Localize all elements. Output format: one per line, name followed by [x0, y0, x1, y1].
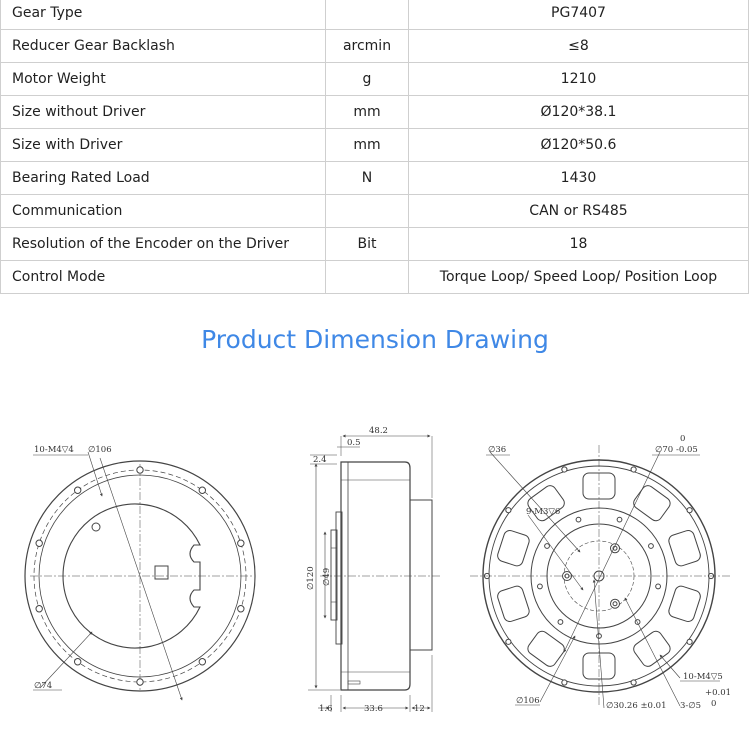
back-holes9-label: 9-M3▽6	[526, 507, 561, 517]
spec-unit: Bit	[326, 228, 409, 261]
threaded-hole	[576, 517, 581, 522]
back-tol70-dn: -0.05	[676, 445, 698, 455]
spec-unit: g	[326, 63, 409, 96]
mounting-hole	[562, 680, 567, 685]
spec-label: Reducer Gear Backlash	[1, 30, 326, 63]
spec-unit: mm	[326, 129, 409, 162]
front-holes-label: 10-M4▽4	[34, 445, 74, 455]
spec-label: Control Mode	[1, 261, 326, 294]
back-tol01-dn: 0	[711, 699, 717, 709]
back-d3x5-label: 3-∅5	[680, 701, 702, 711]
mounting-hole	[36, 606, 42, 612]
spec-label: Communication	[1, 195, 326, 228]
front-d106-label: ∅106	[88, 445, 112, 455]
mounting-hole	[506, 639, 511, 644]
mounting-hole	[631, 680, 636, 685]
side-d336-label: 33.6	[364, 704, 383, 714]
mounting-hole	[199, 487, 205, 493]
back-d106-label: ∅106	[516, 696, 540, 706]
back-d3026-label: ∅30.26 ±0.01	[606, 701, 667, 711]
side-d12-label: 12	[414, 704, 425, 714]
dowel-hole-inner	[613, 602, 617, 606]
side-diameter-label: ∅120	[306, 566, 316, 590]
spec-unit: arcmin	[326, 30, 409, 63]
threaded-hole	[635, 620, 640, 625]
mounting-hole	[74, 659, 80, 665]
threaded-hole	[617, 517, 622, 522]
mounting-hole	[631, 467, 636, 472]
side-offset-label: 0.5	[347, 438, 361, 448]
spec-label: Size without Driver	[1, 96, 326, 129]
spec-value: Torque Loop/ Speed Loop/ Position Loop	[409, 261, 749, 294]
threaded-hole	[538, 584, 543, 589]
side-rim-label: 2.4	[313, 455, 327, 465]
spec-value: CAN or RS485	[409, 195, 749, 228]
spec-value: PG7407	[409, 0, 749, 30]
threaded-hole	[649, 544, 654, 549]
mounting-hole	[199, 659, 205, 665]
mounting-hole	[137, 679, 143, 685]
section-title: Product Dimension Drawing	[201, 325, 549, 354]
spec-label: Motor Weight	[1, 63, 326, 96]
front-d74-label: ∅74	[34, 681, 53, 691]
mounting-hole	[238, 540, 244, 546]
mounting-hole	[238, 606, 244, 612]
spec-label: Gear Type	[1, 0, 326, 30]
mounting-hole	[74, 487, 80, 493]
side-length-label: 48.2	[369, 426, 388, 436]
rim-slot	[667, 585, 702, 623]
spec-label: Bearing Rated Load	[1, 162, 326, 195]
spec-unit: mm	[326, 96, 409, 129]
threaded-hole	[656, 584, 661, 589]
back-d36-label: ∅36	[488, 445, 507, 455]
mounting-hole	[506, 508, 511, 513]
spec-value: ≤8	[409, 30, 749, 63]
mounting-hole	[562, 467, 567, 472]
back-view	[470, 445, 730, 708]
spec-label: Size with Driver	[1, 129, 326, 162]
back-tol01-up: +0.01	[705, 688, 732, 698]
spec-label: Resolution of the Encoder on the Driver	[1, 228, 326, 261]
back-holes10-label: 10-M4▽5	[683, 672, 723, 682]
side-shaft-label: ∅49	[322, 567, 332, 586]
threaded-hole	[558, 620, 563, 625]
threaded-hole	[545, 544, 550, 549]
mounting-hole	[687, 508, 692, 513]
rim-slot	[667, 529, 702, 567]
front-view	[25, 452, 255, 700]
mounting-hole	[687, 639, 692, 644]
rim-slot	[496, 529, 531, 567]
back-tol70-up: 0	[680, 434, 686, 444]
back-d70-label: ∅70	[655, 445, 674, 455]
spec-value: 1430	[409, 162, 749, 195]
mounting-hole	[137, 467, 143, 473]
spec-unit: N	[326, 162, 409, 195]
side-d16-label: 1.6	[319, 704, 333, 714]
spec-value: 1210	[409, 63, 749, 96]
rim-slot	[496, 585, 531, 623]
spec-value: Ø120*50.6	[409, 129, 749, 162]
spec-value: Ø120*38.1	[409, 96, 749, 129]
mounting-hole	[36, 540, 42, 546]
spec-value: 18	[409, 228, 749, 261]
